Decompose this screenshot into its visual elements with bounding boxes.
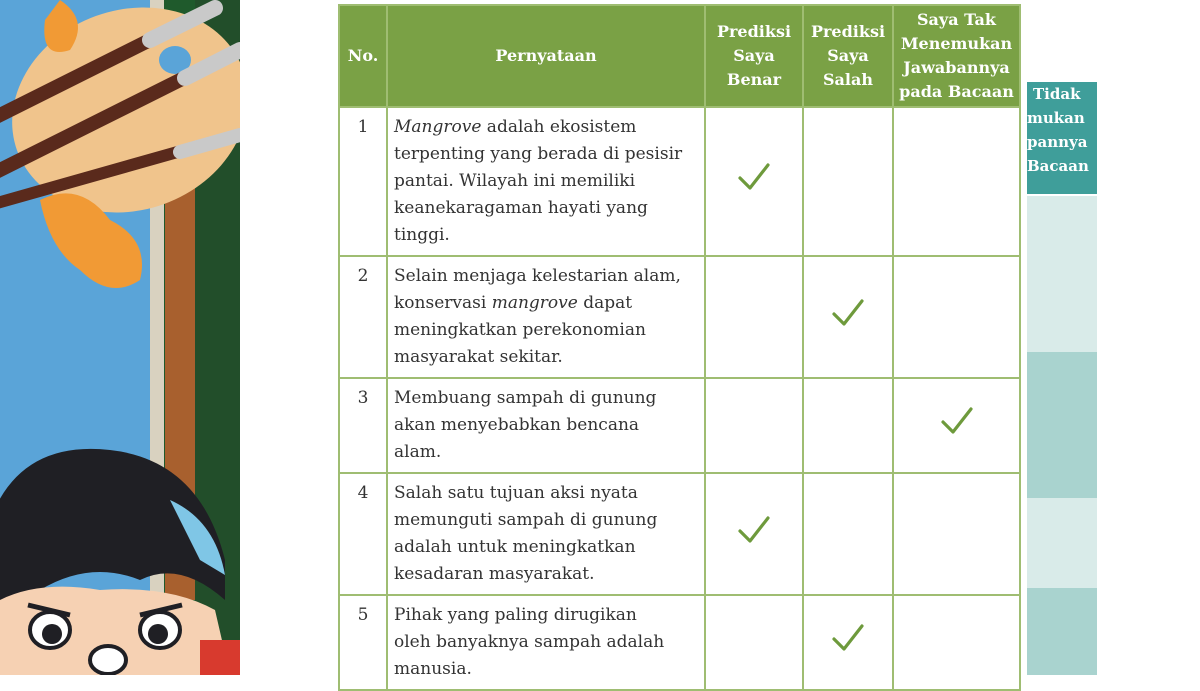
statement-text: Pihak yang paling dirugikan xyxy=(394,605,637,625)
mark-cell-notfound xyxy=(893,595,1020,690)
table-row xyxy=(339,473,1020,595)
header-statement: Pernyataan xyxy=(387,5,705,107)
row-number: 4 xyxy=(339,473,387,595)
statement-line xyxy=(394,168,698,195)
statement-text: manusia. xyxy=(394,659,472,679)
statement-line xyxy=(394,507,698,534)
statement-line xyxy=(394,534,698,561)
header-prediction-wrong xyxy=(803,5,893,107)
check-mark-icon xyxy=(831,623,865,653)
statement-text: kesadaran masyarakat. xyxy=(394,564,595,584)
check-mark-icon xyxy=(737,515,771,545)
statement-text: tinggi. xyxy=(394,225,450,245)
statement-cell xyxy=(387,256,705,378)
mark-cell-wrong xyxy=(803,107,893,256)
statement-text: akan menyebabkan bencana xyxy=(394,415,640,435)
statement-text: oleh banyaknya sampah adalah xyxy=(394,632,665,652)
adjacent-header-line-1: Tidak xyxy=(1033,85,1081,103)
statement-line xyxy=(394,385,698,412)
header-not-found xyxy=(893,5,1020,107)
statement-text: adalah untuk meningkatkan xyxy=(394,537,636,557)
statement-line xyxy=(394,263,698,290)
statement-line xyxy=(394,439,698,466)
statement-text: adalah ekosistem xyxy=(481,117,637,137)
statement-line xyxy=(394,602,698,629)
statement-text: alam. xyxy=(394,442,442,462)
table-row xyxy=(339,595,1020,690)
statement-cell xyxy=(387,107,705,256)
statement-text: konservasi xyxy=(394,293,492,313)
statement-text: dapat xyxy=(577,293,633,313)
mark-cell-notfound xyxy=(893,107,1020,256)
background-illustration xyxy=(0,0,240,675)
check-mark-icon xyxy=(940,406,974,436)
adjacent-table-header xyxy=(1027,82,1097,194)
statement-text: memunguti sampah di gunung xyxy=(394,510,658,530)
row-number: 5 xyxy=(339,595,387,690)
statement-line xyxy=(394,344,698,371)
adjacent-cell-2 xyxy=(1027,352,1097,498)
adjacent-header-line-4: Bacaan xyxy=(1027,157,1089,175)
table-row xyxy=(339,378,1020,473)
header-notfound-line-3: Jawabannya xyxy=(903,58,1010,77)
table-header-row xyxy=(339,5,1020,107)
row-number: 3 xyxy=(339,378,387,473)
header-notfound-line-2: Menemukan xyxy=(900,34,1013,53)
statement-text: Salah satu tujuan aksi nyata xyxy=(394,483,638,503)
italic-term: Mangrove xyxy=(394,117,482,137)
prediction-table xyxy=(338,4,1021,691)
statement-line xyxy=(394,480,698,507)
statement-line xyxy=(394,222,698,249)
mark-cell-notfound xyxy=(893,378,1020,473)
table-body xyxy=(339,107,1020,690)
header-correct-line-2: Saya xyxy=(733,46,775,65)
italic-term: mangrove xyxy=(491,293,578,313)
statement-line xyxy=(394,290,698,317)
adjacent-header-line-2: mukan xyxy=(1027,109,1085,127)
statement-text: keanekaragaman hayati yang xyxy=(394,198,648,218)
mark-cell-wrong xyxy=(803,595,893,690)
table-row xyxy=(339,256,1020,378)
header-correct-line-1: Prediksi xyxy=(716,22,792,41)
mark-cell-correct xyxy=(705,595,803,690)
adjacent-cell-1 xyxy=(1027,196,1097,352)
header-prediction-correct xyxy=(705,5,803,107)
statement-line xyxy=(394,656,698,683)
header-wrong-line-2: Saya xyxy=(827,46,869,65)
statement-line xyxy=(394,412,698,439)
check-mark-icon xyxy=(831,298,865,328)
mark-cell-correct xyxy=(705,473,803,595)
statement-line xyxy=(394,195,698,222)
statement-line xyxy=(394,317,698,344)
statement-text: pantai. Wilayah ini memiliki xyxy=(394,171,636,191)
header-correct-line-3: Benar xyxy=(726,70,782,89)
statement-text: terpenting yang berada di pesisir xyxy=(394,144,683,164)
mark-cell-correct xyxy=(705,256,803,378)
mark-cell-wrong xyxy=(803,473,893,595)
mark-cell-wrong xyxy=(803,256,893,378)
cartoon-scene-graphic xyxy=(0,0,240,675)
statement-line xyxy=(394,629,698,656)
statement-cell xyxy=(387,378,705,473)
statement-text: meningkatkan perekonomian xyxy=(394,320,646,340)
statement-text: Selain menjaga kelestarian alam, xyxy=(394,266,681,286)
mark-cell-correct xyxy=(705,378,803,473)
check-mark-icon xyxy=(737,162,771,192)
header-notfound-line-1: Saya Tak xyxy=(917,10,996,29)
statement-line xyxy=(394,561,698,588)
statement-line xyxy=(394,114,698,141)
header-wrong-line-1: Prediksi xyxy=(810,22,886,41)
adjacent-cell-4 xyxy=(1027,588,1097,675)
mark-cell-wrong xyxy=(803,378,893,473)
statement-cell xyxy=(387,473,705,595)
mark-cell-notfound xyxy=(893,473,1020,595)
statement-cell xyxy=(387,595,705,690)
statement-text: masyarakat sekitar. xyxy=(394,347,563,367)
header-notfound-line-4: pada Bacaan xyxy=(899,82,1014,101)
header-no: No. xyxy=(339,5,387,107)
adjacent-cell-3 xyxy=(1027,498,1097,588)
statement-line xyxy=(394,141,698,168)
header-wrong-line-3: Salah xyxy=(823,70,873,89)
row-number: 1 xyxy=(339,107,387,256)
table-row xyxy=(339,107,1020,256)
mark-cell-notfound xyxy=(893,256,1020,378)
row-number: 2 xyxy=(339,256,387,378)
adjacent-table-column xyxy=(1027,82,1097,675)
mark-cell-correct xyxy=(705,107,803,256)
statement-text: Membuang sampah di gunung xyxy=(394,388,657,408)
adjacent-header-line-3: pannya xyxy=(1027,133,1088,151)
